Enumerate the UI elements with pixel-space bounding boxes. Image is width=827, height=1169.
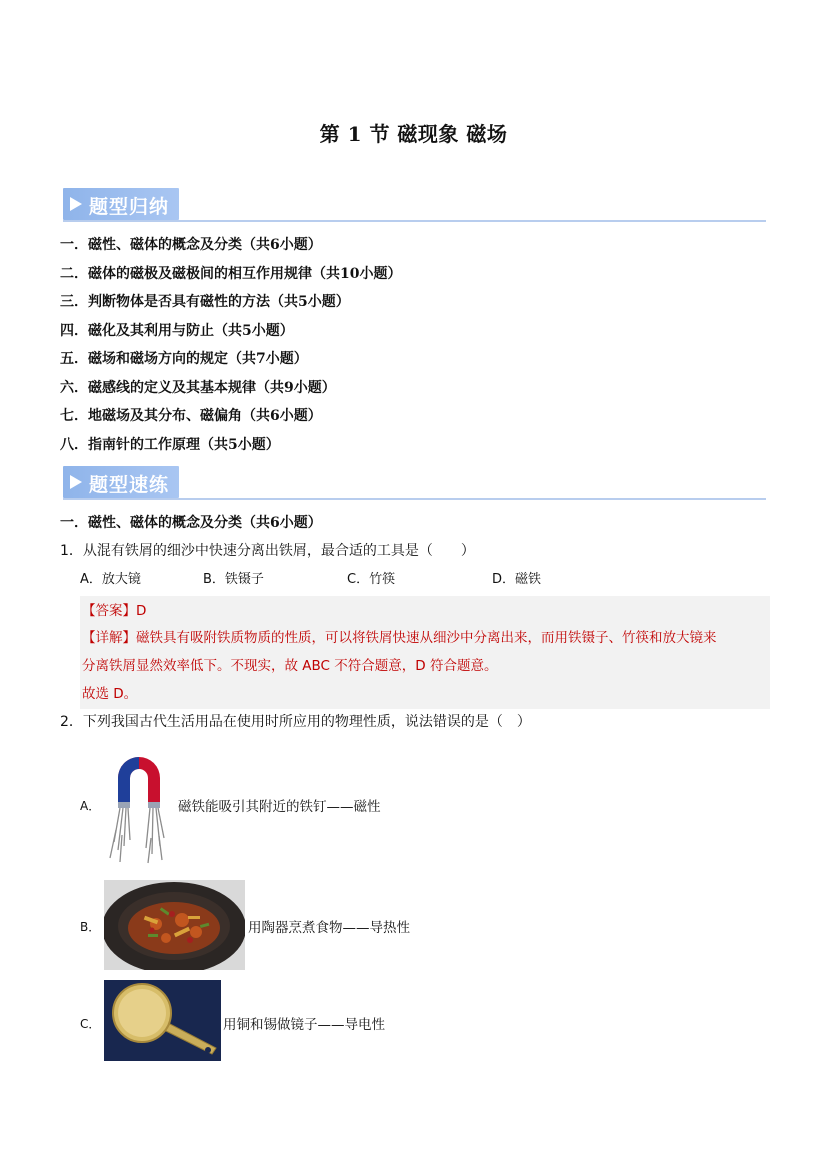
arrow-icon bbox=[70, 475, 82, 489]
detail-line-1: 【详解】磁铁具有吸附铁质物质的性质，可以将铁屑快速从细沙中分离出来，而用铁镊子、竹筷和放大镜来 bbox=[82, 630, 717, 646]
q1-option-b: B．铁镊子 bbox=[203, 572, 264, 587]
q1-option-d: D．磁铁 bbox=[492, 572, 542, 587]
clay-pot-image bbox=[104, 880, 245, 970]
banner-summary bbox=[63, 188, 766, 222]
toc-item: 七．地磁场及其分布、磁偏角（共6小题） bbox=[60, 408, 322, 424]
q2-option-a-letter: A． bbox=[80, 799, 101, 813]
bronze-mirror-image bbox=[104, 980, 221, 1061]
toc-item: 三．判断物体是否具有磁性的方法（共5小题） bbox=[60, 294, 350, 310]
q1-option-a: A．放大镜 bbox=[80, 572, 141, 587]
q2-option-c-letter: C． bbox=[80, 1017, 101, 1031]
toc-item: 四．磁化及其利用与防止（共5小题） bbox=[60, 322, 294, 339]
q2-option-c-text: 用铜和锡做镜子——导电性 bbox=[223, 1017, 385, 1033]
banner-practice-label: 题型速练 bbox=[89, 474, 170, 496]
answer-box bbox=[80, 596, 770, 709]
banner-summary-label: 题型归纳 bbox=[89, 196, 170, 218]
arrow-icon bbox=[70, 197, 82, 211]
conclusion-line: 故选 D。 bbox=[82, 686, 138, 702]
detail-line-2: 分离铁屑显然效率低下。不现实，故 ABC 不符合题意，D 符合题意。 bbox=[82, 658, 498, 674]
toc-item: 二．磁体的磁极及磁极间的相互作用规律（共10小题） bbox=[60, 265, 402, 282]
q1-option-c: C．竹筷 bbox=[347, 572, 396, 587]
question-1-stem: 1．从混有铁屑的细沙中快速分离出铁屑，最合适的工具是（ ） bbox=[60, 543, 475, 559]
q2-option-a-text: 磁铁能吸引其附近的铁钉——磁性 bbox=[178, 799, 381, 815]
q2-option-b-text: 用陶器烹煮食物——导热性 bbox=[248, 920, 410, 936]
banner-practice bbox=[63, 466, 766, 500]
q2-option-b-letter: B． bbox=[80, 920, 101, 934]
question-2-stem: 2．下列我国古代生活用品在使用时所应用的物理性质，说法错误的是（ ） bbox=[60, 714, 531, 730]
toc-item: 八．指南针的工作原理（共5小题） bbox=[60, 436, 280, 453]
toc-list bbox=[60, 234, 401, 462]
section-heading: 一．磁性、磁体的概念及分类（共6小题） bbox=[60, 515, 322, 531]
toc-item: 一．磁性、磁体的概念及分类（共6小题） bbox=[60, 237, 322, 253]
toc-item: 六．磁感线的定义及其基本规律（共9小题） bbox=[60, 379, 336, 396]
toc-item: 五．磁场和磁场方向的规定（共7小题） bbox=[60, 351, 308, 367]
page-title: 第 1 节 磁现象 磁场 bbox=[319, 122, 508, 146]
answer-line: 【答案】D bbox=[82, 603, 147, 619]
magnet-with-nails-image bbox=[104, 750, 174, 865]
